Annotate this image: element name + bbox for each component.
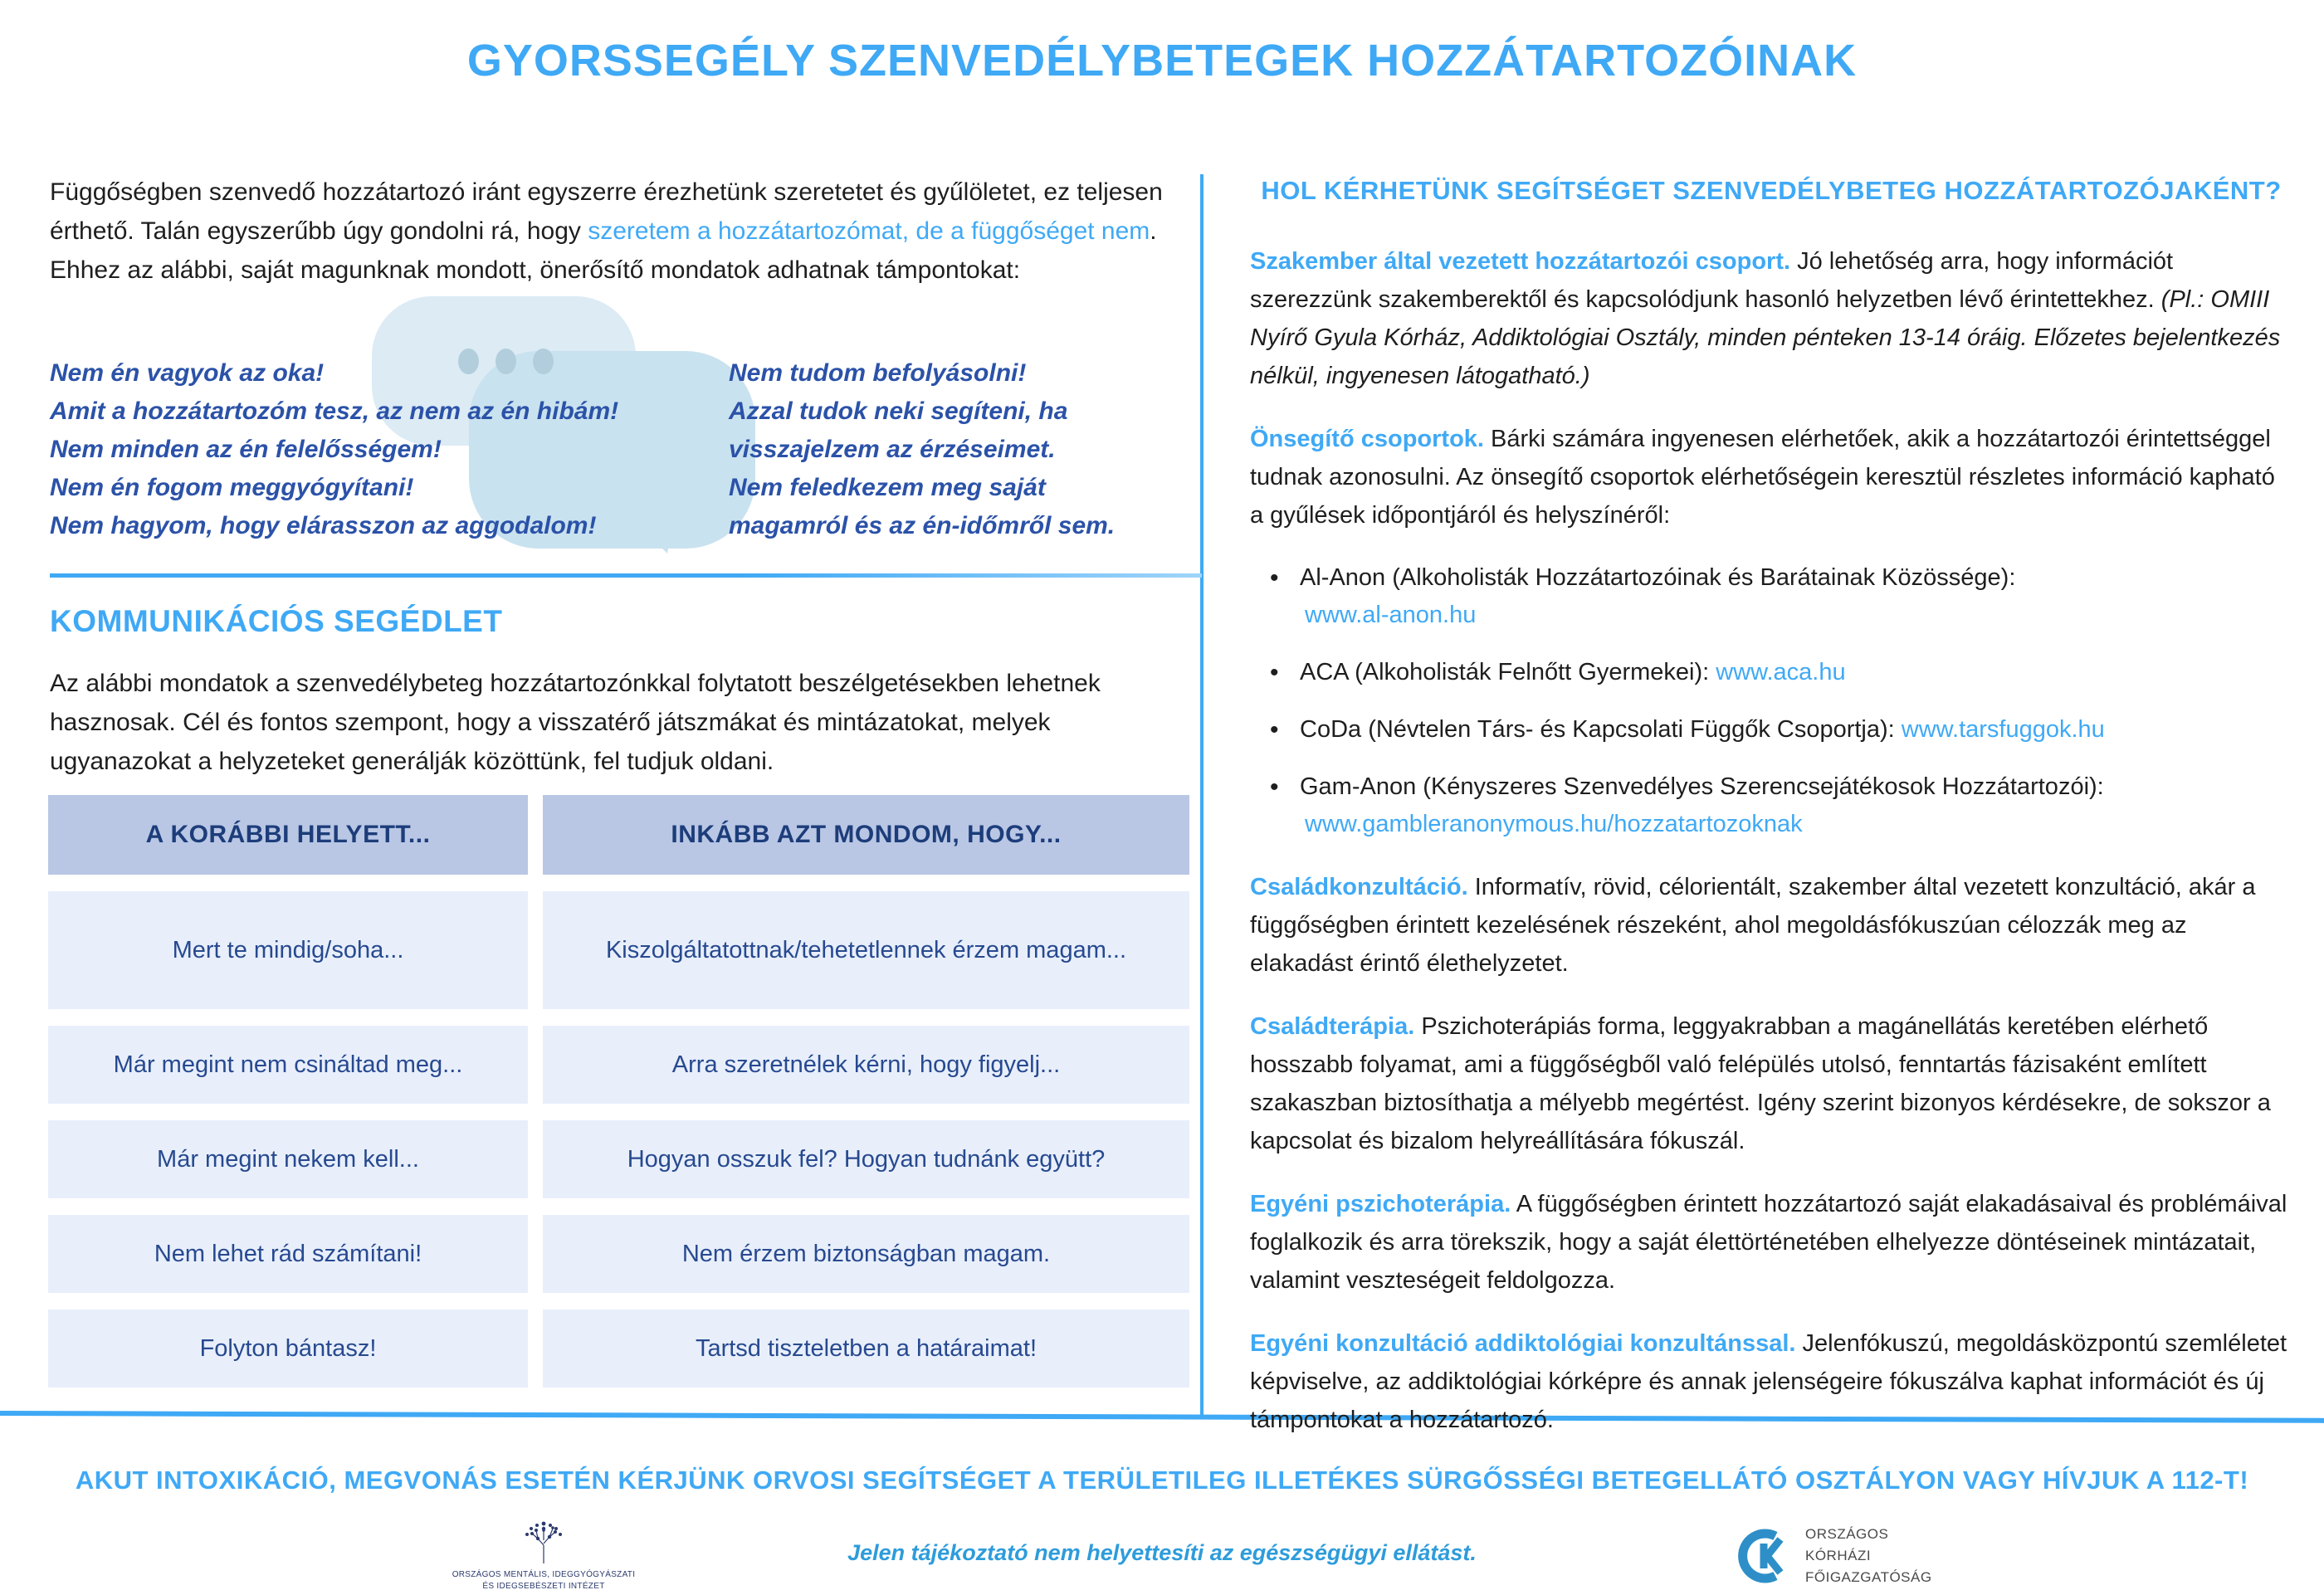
affirmation-line: visszajelzem az érzéseimet. (729, 436, 1056, 463)
table-cell: Nem érzem biztonságban magam. (543, 1215, 1189, 1293)
paragraph-text: Pszichoterápiás forma, leggyakrabban a magánellátás keretében elérhető hosszabb folyamat, ami a függőségből való felépülés utolsó, fenntartás fázisaként említett szakaszban biztosíthatja a mélyebb megértést. Igény szerint bizonyos kérdésekre, de sokszor a kapcsolat és bizalom helyreállítására fókuszál. (1250, 1013, 2271, 1154)
paragraph-text: A függőségben érintett hozzátartozó saját elakadásaival és problémáival foglalkozik és arra törekszik, hogy a saját élettörténetében elhelyezze döntéseinek mintázatait, valamint veszteségeit feldolgozza. (1250, 1191, 2287, 1294)
help-paragraph (1250, 868, 2292, 983)
self-help-groups-list (1270, 559, 2292, 843)
communication-table (48, 795, 1191, 1388)
help-column (1250, 176, 2292, 1464)
help-paragraph (1250, 1185, 2292, 1300)
paragraph-text: Bárki számára ingyenesen elérhetőek, akik a hozzátartozói érintettséggel tudnak azonosulni. Az önsegítő csoportok elérhetőségein keresztül részletes információ kapható a gyűlések időpontjáról és helyszínéről: (1250, 426, 2275, 529)
okfo-logo-text-line2: KÓRHÁZI (1805, 1548, 1872, 1563)
group-link[interactable]: www.al-anon.hu (1305, 602, 1477, 628)
table-cell: Mert te mindig/soha... (48, 891, 528, 1009)
paragraph-text: Informatív, rövid, célorientált, szakember által vezetett konzultáció, akár a függőségben érintett kezelésének részeként, ahol megoldásfókuszúan célozzák meg az elakadást érintő élethelyzetet. (1250, 874, 2256, 977)
omiii-logo-text-line2: ÉS IDEGSEBÉSZETI INTÉZET (482, 1582, 605, 1590)
table-cell: Kiszolgáltatottnak/tehetetlennek érzem magam... (543, 891, 1189, 1009)
affirmation-line: Azzal tudok neki segíteni, ha (729, 398, 1068, 425)
affirmation-line: Nem én vagyok az oka! (50, 359, 325, 387)
okfo-logo-text-line3: FŐIGAZGATÓSÁG (1805, 1569, 1932, 1585)
paragraph-lead: Egyéni pszichoterápia. (1250, 1191, 1511, 1217)
emergency-banner: AKUT INTOXIKÁCIÓ, MEGVONÁS ESETÉN KÉRJÜNK ORVOSI SEGÍTSÉGET A TERÜLETILEG ILLETÉKES SÜRGŐSSÉGI BETEGELLÁTÓ OSZTÁLYON VAGY HÍVJUK A 112-T! (75, 1466, 2249, 1495)
group-label: Gam-Anon (Kényszeres Szenvedélyes Szerencsejátékosok Hozzátartozói): (1300, 773, 2104, 800)
affirmation-line: magamról és az én-időmről sem. (729, 512, 1116, 539)
page-title: GYORSSEGÉLY SZENVEDÉLYBETEGEK HOZZÁTARTOZÓINAK (466, 36, 1858, 85)
table-header-cell: A KORÁBBI HELYETT... (48, 795, 528, 875)
list-item (1270, 654, 2292, 691)
affirmation-line: Nem tudom befolyásolni! (729, 359, 1027, 387)
paragraph-text: Jelenfókuszú, megoldásközpontú szemléletet képviselve, az addiktológiai kórképre és annak jelenségeire fókuszálva kaphat információt és új támpontokat a hozzátartozó. (1250, 1330, 2287, 1433)
section-divider-line (50, 573, 1202, 578)
table-header-cell: INKÁBB AZT MONDOM, HOGY... (543, 795, 1189, 875)
affirmation-line: Nem feledkezem meg saját (729, 474, 1046, 501)
help-paragraph (1250, 1007, 2292, 1160)
group-link[interactable]: www.tarsfuggok.hu (1901, 716, 2105, 743)
table-cell: Nem lehet rád számítani! (48, 1215, 528, 1293)
affirmation-line: Nem minden az én felelősségem! (50, 436, 442, 463)
communication-paragraph: Az alábbi mondatok a szenvedélybeteg hozzátartozónkkal folytatott beszélgetésekben lehetnek hasznosak. Cél és fontos szempont, hogy a visszatérő játszmákat és mintázatokat, melyek ugyanazokat a helyzeteket generálják közöttünk, fel tudjuk oldani. (50, 670, 1101, 775)
paragraph-lead: Önsegítő csoportok. (1250, 426, 1484, 452)
intro-text-end: . Ehhez az alábbi, saját magunknak mondott, önerősítő mondatok adhatnak támpontokat: (50, 217, 1157, 284)
affirmations-right-column (729, 354, 1189, 545)
okfo-logo (1731, 1524, 1932, 1588)
group-link[interactable]: www.aca.hu (1716, 659, 1846, 685)
help-heading: HOL KÉRHETÜNK SEGÍTSÉGET SZENVEDÉLYBETEG HOZZÁTARTOZÓJAKÉNT? (1261, 176, 2282, 205)
paragraph-lead: Családkonzultáció. (1250, 874, 1468, 900)
list-item (1270, 768, 2292, 843)
intro-text: Függőségben szenvedő hozzátartozó iránt egyszerre érezhetünk szeretetet és gyűlöletet, ez teljesen érthető. Talán egyszerűbb úgy gondolni rá, hogy (50, 178, 1163, 245)
paragraph-lead: Családterápia. (1250, 1013, 1415, 1040)
paragraph-text: Jó lehetőség arra, hogy információt szerezzünk szakemberektől és kapcsolódjunk hasonló helyzetben lévő érintettekhez. (1250, 248, 2174, 313)
intro-paragraph (50, 173, 1183, 290)
column-divider-line (1200, 174, 1204, 1416)
help-paragraph (1250, 1324, 2292, 1439)
affirmation-line: Nem hagyom, hogy elárasszon az aggodalom! (50, 512, 597, 539)
table-cell: Már megint nem csináltad meg... (48, 1026, 528, 1104)
paragraph-lead: Egyéni konzultáció addiktológiai konzultánssal. (1250, 1330, 1796, 1357)
table-cell: Tartsd tiszteletben a határaimat! (543, 1310, 1189, 1388)
ck-monogram-icon (1731, 1525, 1792, 1587)
help-paragraph (1250, 242, 2292, 395)
communication-heading: KOMMUNIKÁCIÓS SEGÉDLET (50, 604, 503, 638)
affirmations (50, 354, 1189, 545)
list-item (1270, 711, 2292, 749)
paragraph-italic-note: (Pl.: OMIII Nyírő Gyula Kórház, Addiktológiai Osztály, minden pénteken 13-14 óráig. Előzetes bejelentkezés nélkül, ingyenesen látogatható.) (1250, 286, 2281, 389)
paragraph-lead: Szakember által vezetett hozzátartozói csoport. (1250, 248, 1791, 275)
group-label: CoDa (Névtelen Társ- és Kapcsolati Függők Csoportja): (1300, 716, 1902, 743)
group-link[interactable]: www.gambleranonymous.hu/hozzatartozoknak (1305, 811, 1803, 837)
group-label: ACA (Alkoholisták Felnőtt Gyermekei): (1300, 659, 1716, 685)
table-cell: Folyton bántasz! (48, 1310, 528, 1388)
footer-disclaimer: Jelen tájékoztató nem helyettesíti az egészségügyi ellátást. (847, 1540, 1477, 1565)
table-cell: Hogyan osszuk fel? Hogyan tudnánk együtt? (543, 1120, 1189, 1198)
okfo-logo-text (1805, 1524, 1932, 1588)
affirmations-left-column (50, 354, 729, 545)
intro-highlight: szeretem a hozzátartozómat, de a függőséget nem (588, 217, 1150, 245)
list-item (1270, 559, 2292, 634)
table-cell: Már megint nekem kell... (48, 1120, 528, 1198)
okfo-logo-text-line1: ORSZÁGOS (1805, 1526, 1889, 1542)
omiii-logo-text-line1: ORSZÁGOS MENTÁLIS, IDEGGYÓGYÁSZATI (452, 1570, 636, 1579)
table-cell: Arra szeretnélek kérni, hogy figyelj... (543, 1026, 1189, 1104)
help-paragraph (1250, 420, 2292, 534)
affirmation-line: Nem én fogom meggyógyítani! (50, 474, 414, 501)
affirmation-line: Amit a hozzátartozóm tesz, az nem az én hibám! (50, 398, 619, 425)
group-label: Al-Anon (Alkoholisták Hozzátartozóinak és Barátainak Közössége): (1300, 564, 2016, 591)
